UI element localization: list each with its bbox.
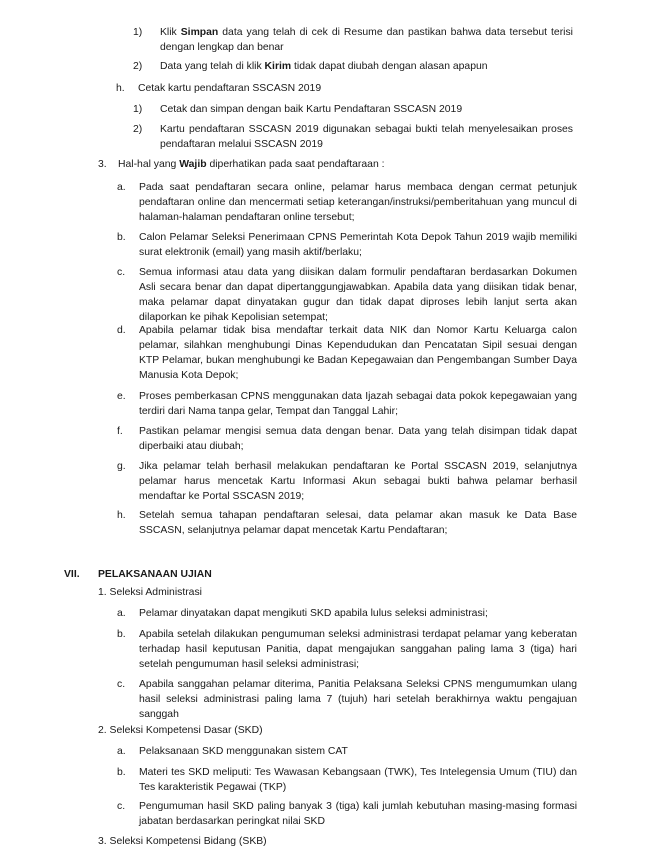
list-marker: 3. [98,159,107,170]
subsection-heading [98,585,578,600]
list-item [117,323,577,383]
list-item [117,389,577,419]
list-marker: b. [117,767,126,778]
list-marker: b. [117,232,126,243]
list-marker: h. [117,510,126,521]
list-marker: f. [117,426,123,437]
list-item [117,230,577,260]
subsection-heading [98,834,578,849]
section-heading: Hal-hal yang Wajib diperhatikan pada saat pendaftaraan : [118,159,385,170]
section-number: VII. [64,569,80,580]
subsection-title: 3. Seleksi Kompetensi Bidang (SKB) [98,836,267,847]
list-item [133,122,573,152]
list-item [98,157,578,172]
list-text: Calon Pelamar Seleksi Penerimaan CPNS Pemerintah Kota Depok Tahun 2019 wajib memiliki surat elektronik (email) yang masih aktif/berlaku; [139,232,577,258]
list-text: Apabila sanggahan pelamar diterima, Panitia Pelaksana Seleksi CPNS mengumumkan ulang hasil seleksi administrasi paling lama 7 (tujuh) hari setelah berakhirnya waktu pengajuan sanggah [139,679,577,720]
list-text: Pada saat pendaftaran secara online, pelamar harus membaca dengan cermat petunjuk pendaftaran online dan mencermati setiap keterangan/instruksi/pemberitahuan yang muncul di halaman-halaman pendaftaran online tersebut; [139,182,577,223]
list-item [116,81,576,96]
list-item [117,744,577,759]
list-marker: a. [117,746,126,757]
list-text: Setelah semua tahapan pendaftaran selesai, data pelamar akan masuk ke Data Base SSCASN, selanjutnya pelamar dapat mencetak Kartu Pendaftaran; [139,510,577,536]
list-text: Pelaksanaan SKD menggunakan sistem CAT [139,746,348,757]
subsection-title: 2. Seleksi Kompetensi Dasar (SKD) [98,725,263,736]
list-item [117,424,577,454]
list-text: Pastikan pelamar mengisi semua data dengan benar. Data yang telah disimpan tidak dapat diperbaiki atau diubah; [139,426,577,452]
list-item [117,627,577,672]
list-marker: a. [117,608,126,619]
list-marker: 2) [133,124,143,135]
list-marker: 1) [133,27,143,38]
list-item [133,59,573,74]
list-text: Kartu pendaftaran SSCASN 2019 digunakan sebagai bukti telah menyelesaikan proses pendaftaran melalui SSCASN 2019 [160,124,573,150]
list-item [117,265,577,325]
list-marker: a. [117,182,126,193]
list-item [117,606,577,621]
list-text: Proses pemberkasan CPNS menggunakan data Ijazah sebagai data pokok kepegawaian yang terdiri dari Nama tanpa gelar, Tempat dan Tanggal Lahir; [139,391,577,417]
list-marker: g. [117,461,126,472]
list-item [117,765,577,795]
list-marker: 1) [133,104,143,115]
list-marker: e. [117,391,126,402]
list-item [117,459,577,504]
list-text: Cetak dan simpan dengan baik Kartu Pendaftaran SSCASN 2019 [160,104,463,115]
list-text: Apabila pelamar tidak bisa mendaftar terkait data NIK dan Nomor Kartu Keluarga calon pelamar, silahkan menghubungi Dinas Kependudukan dan Pencatatan Sipil sesuai dengan KTP Pelamar, bukan menghubungi ke Badan Kepegawaian dan Pengembangan Sumber Daya Manusia Kota Depok; [139,325,577,381]
list-item [133,102,573,117]
subsection-title: 1. Seleksi Administrasi [98,587,202,598]
list-marker: 2) [133,61,143,72]
list-marker: h. [116,83,125,94]
list-item [133,25,573,55]
list-text: Apabila setelah dilakukan pengumuman seleksi administrasi terdapat pelamar yang keberatan terhadap hasil keputusan Panitia, dapat mengajukan sanggahan paling lama 3 (tiga) hari setelah pengumuman hasil seleksi administrasi; [139,629,577,670]
list-text: Materi tes SKD meliputi: Tes Wawasan Kebangsaan (TWK), Tes Intelegensia Umum (TIU) dan Tes karakteristik Pegawai (TKP) [139,767,577,793]
list-item [117,677,577,722]
section-title: PELAKSANAAN UJIAN [98,569,212,580]
list-text: Jika pelamar telah berhasil melakukan pendaftaran ke Portal SSCASN 2019, selanjutnya pelamar harus mencetak Kartu Informasi Akun sebagai bukti bahwa pelamar berhasil mendaftar ke Portal SSCASN 2019; [139,461,577,502]
list-marker: c. [117,267,126,278]
list-marker: c. [117,679,126,690]
list-text: Pelamar dinyatakan dapat mengikuti SKD apabila lulus seleksi administrasi; [139,608,488,619]
list-text: Semua informasi atau data yang diisikan dalam formulir pendaftaran berdasarkan Dokumen Asli secara benar dan dapat dipertanggungjawabkan. Apabila data yang diisikan tidak benar, maka pelamar dapat dinyatakan gugur dan tidak dapat diproses lebih lanjut serta akan dilaporkan ke pihak Kepolisian setempat; [139,267,577,323]
list-marker: d. [117,325,126,336]
list-marker: c. [117,801,126,812]
list-marker: b. [117,629,126,640]
list-item [117,799,577,829]
list-text: Klik Simpan data yang telah di cek di Resume dan pastikan bahwa data tersebut terisi dengan lengkap dan benar [160,27,573,53]
list-text: Data yang telah di klik Kirim tidak dapat diubah dengan alasan apapun [160,61,488,72]
subsection-heading [98,723,578,738]
section-heading: Cetak kartu pendaftaran SSCASN 2019 [138,83,322,94]
list-item [117,508,577,538]
list-item [117,180,577,225]
list-text: Pengumuman hasil SKD paling banyak 3 (tiga) kali jumlah kebutuhan masing-masing formasi jabatan berdasarkan peringkat nilai SKD [139,801,577,827]
